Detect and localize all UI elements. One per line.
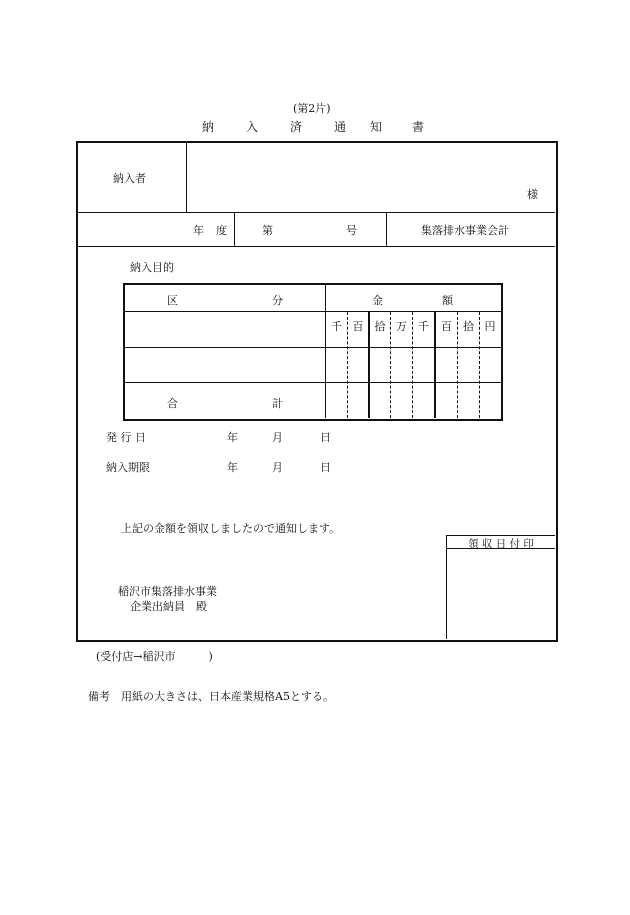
- title-char: 知: [370, 120, 383, 134]
- amount-header-char: 額: [442, 294, 453, 307]
- number-prefix: 第: [262, 224, 273, 237]
- issuer-line1: 稲沢市集落排水事業: [118, 585, 217, 598]
- fiscal-divider: [386, 212, 387, 246]
- routing-note: (受付店→稲沢市 ): [96, 650, 213, 663]
- title-char: 通: [334, 120, 347, 134]
- digit-label: 百: [441, 320, 452, 333]
- category-header-char: 区: [167, 294, 178, 307]
- digit-label: 百: [352, 320, 364, 333]
- issue-date-label: 発 行 日: [106, 431, 146, 444]
- payer-divider: [186, 142, 187, 212]
- receipt-stamp-label: 領 収 日 付 印: [468, 538, 534, 550]
- table-rule: [124, 382, 501, 383]
- due-date-label: 納入期限: [106, 461, 150, 474]
- fiscal-year-char: 年: [193, 224, 204, 237]
- issue-date-month: 月: [272, 431, 283, 444]
- row-divider: [77, 246, 555, 247]
- row-divider: [77, 212, 555, 213]
- due-date-day: 日: [320, 461, 331, 474]
- issue-date-day: 日: [320, 431, 331, 444]
- copy-label: (第2片): [293, 102, 331, 115]
- issuer-line2: 企業出納員 殿: [130, 600, 207, 613]
- due-date-year: 年: [227, 461, 238, 474]
- issue-date-year: 年: [227, 431, 238, 444]
- notice-text: 上記の金額を領収しましたので通知します。: [121, 522, 341, 535]
- payer-label: 納入者: [113, 172, 146, 185]
- title-char: 納: [202, 120, 215, 134]
- payer-honorific: 様: [527, 188, 538, 201]
- digit-label: 円: [484, 320, 496, 333]
- total-label-char: 計: [272, 397, 283, 410]
- digit-label: 拾: [463, 320, 474, 333]
- total-label-char: 合: [167, 397, 178, 410]
- amount-header-char: 金: [372, 294, 383, 307]
- remarks: 備考 用紙の大きさは、日本産業規格A5とする。: [88, 690, 334, 703]
- due-date-month: 月: [272, 461, 283, 474]
- digit-label: 千: [418, 320, 429, 333]
- title-char: 書: [412, 120, 425, 134]
- table-rule: [124, 347, 501, 348]
- title-char: 入: [246, 120, 259, 134]
- digit-label: 万: [396, 320, 407, 333]
- title-char: 済: [290, 120, 303, 134]
- number-suffix: 号: [346, 224, 357, 237]
- fiscal-divider: [234, 212, 235, 246]
- table-rule: [325, 284, 326, 418]
- account-name: 集落排水事業会計: [421, 224, 509, 237]
- fiscal-year-char: 度: [216, 224, 227, 237]
- digit-label: 拾: [374, 320, 386, 333]
- purpose-label: 納入目的: [130, 261, 174, 274]
- digit-label: 千: [331, 320, 342, 333]
- category-header-char: 分: [272, 294, 283, 307]
- table-rule: [124, 311, 501, 312]
